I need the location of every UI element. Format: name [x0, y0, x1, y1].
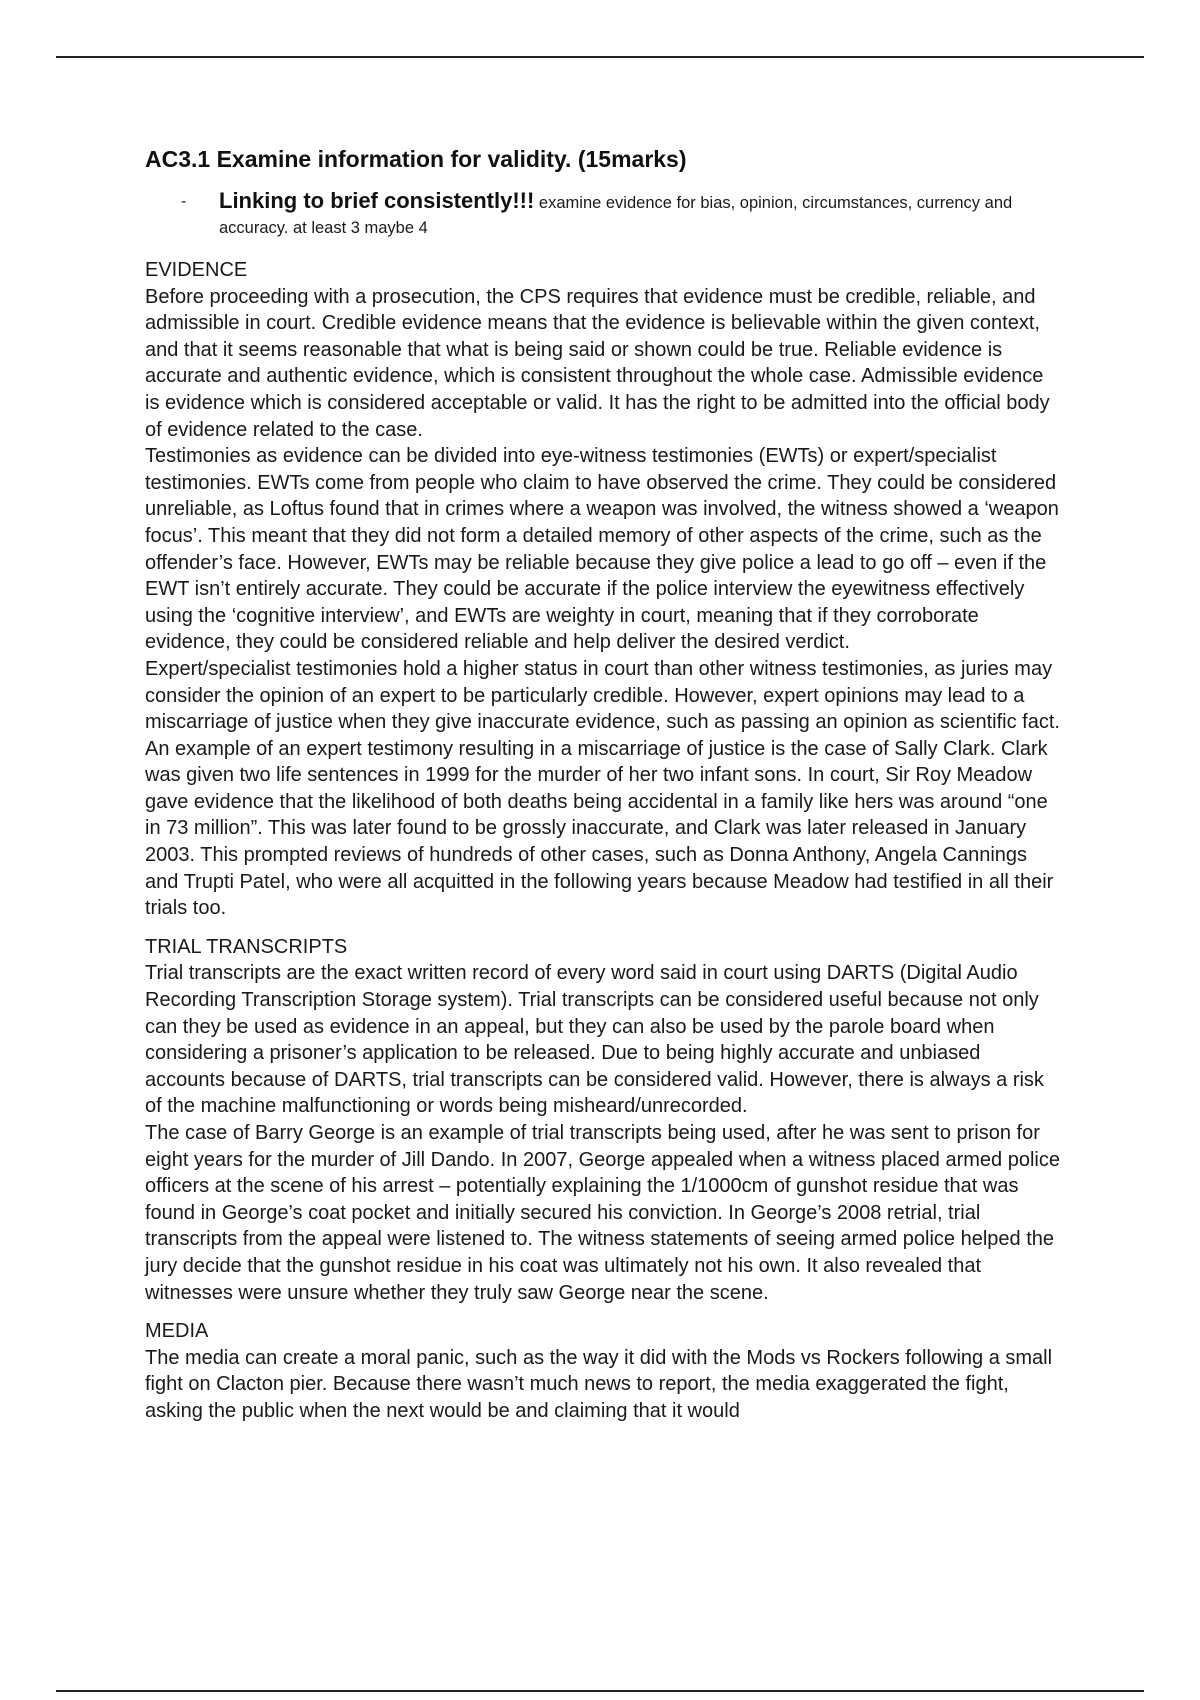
section-trial-transcripts: [145, 934, 1060, 1306]
bullet-text: [219, 188, 1060, 241]
section-media: [145, 1318, 1060, 1424]
bullet-strong-text: Linking to brief consistently!!!: [219, 188, 535, 213]
bottom-rule: [56, 1690, 1144, 1692]
page-heading: AC3.1 Examine information for validity. (15marks): [145, 146, 687, 172]
section-title: EVIDENCE: [145, 259, 248, 281]
paragraph: Before proceeding with a prosecution, the CPS requires that evidence must be credible, reliable, and admissible in court. Credible evidence means that the evidence is believable within the given context, and that it seems reasonable that what is being said or shown could be true. Reliable evidence is accurate and authentic evidence, which is consistent throughout the whole case. Admissible evidence is evidence which is considered acceptable or valid. It has the right to be admitted into the official body of evidence related to the case.: [145, 285, 1050, 441]
paragraph: Trial transcripts are the exact written record of every word said in court using DARTS (Digital Audio Recording Transcription Storage system). Trial transcripts can be considered useful because not only can they be used as evidence in an appeal, but they can also be used by the parole board when considering a prisoner’s application to be released. Due to being highly accurate and unbiased accounts because of DARTS, trial transcripts can be considered valid. However, there is always a risk of the machine malfunctioning or words being misheard/unrecorded.: [145, 962, 1044, 1118]
paragraph: The media can create a moral panic, such as the way it did with the Mods vs Rockers following a small fight on Clacton pier. Because there wasn’t much news to report, the media exaggerated the fight, asking the public when the next would be and claiming that it would: [145, 1346, 1053, 1422]
section-title: TRIAL TRANSCRIPTS: [145, 935, 348, 958]
paragraph: Testimonies as evidence can be divided into eye-witness testimonies (EWTs) or expert/specialist testimonies. EWTs come from people who claim to have observed the crime. They could be considered unreliable, as Loftus found that in crimes where a weapon was involved, the witness showed a ‘weapon focus’. This meant that they did not form a detailed memory of other aspects of the crime, such as the offender’s face. However, EWTs may be reliable because they give police a lead to go off – even if the EWT isn’t entirely accurate. They could be accurate if the police interview the eyewitness effectively using the ‘cognitive interview’, and EWTs are weighty in court, meaning that if they corroborate evidence, they could be considered reliable and help deliver the desired verdict.: [145, 445, 1059, 654]
paragraph: The case of Barry George is an example of trial transcripts being used, after he was sent to prison for eight years for the murder of Jill Dando. In 2007, George appealed when a witness placed armed police officers at the scene of his arrest – potentially explaining the 1/1000cm of gunshot residue that was found in George’s coat pocket and initially secured his conviction. In George’s 2008 retrial, trial transcripts from the appeal were listened to. The witness statements of seeing armed police helped the jury decide that the gunshot residue in his coat was ultimately not his own. It also revealed that witnesses were unsure whether they truly saw George near the scene.: [145, 1122, 1060, 1304]
document-body: [145, 142, 1060, 1437]
bullet-dash: -: [181, 193, 187, 210]
section-evidence: [145, 257, 1060, 922]
bullet-rest-text: examine evidence for bias, opinion, circumstances, currency and accuracy. at least 3 maybe 4: [219, 194, 1013, 237]
brief-bullet: [145, 188, 1060, 241]
section-title: MEDIA: [145, 1320, 209, 1343]
top-rule: [56, 56, 1144, 58]
paragraph: Expert/specialist testimonies hold a higher status in court than other witness testimonies, as juries may consider the opinion of an expert to be particularly credible. However, expert opinions may lead to a miscarriage of justice when they give inaccurate evidence, such as passing an opinion as scientific fact. An example of an expert testimony resulting in a miscarriage of justice is the case of Sally Clark. Clark was given two life sentences in 1999 for the murder of her two infant sons. In court, Sir Roy Meadow gave evidence that the likelihood of both deaths being accidental in a family like hers was around “one in 73 million”. This was later found to be grossly inaccurate, and Clark was later released in January 2003. This prompted reviews of hundreds of other cases, such as Donna Anthony, Angela Cannings and Trupti Patel, who were all acquitted in the following years because Meadow had testified in all their trials too.: [145, 657, 1060, 920]
